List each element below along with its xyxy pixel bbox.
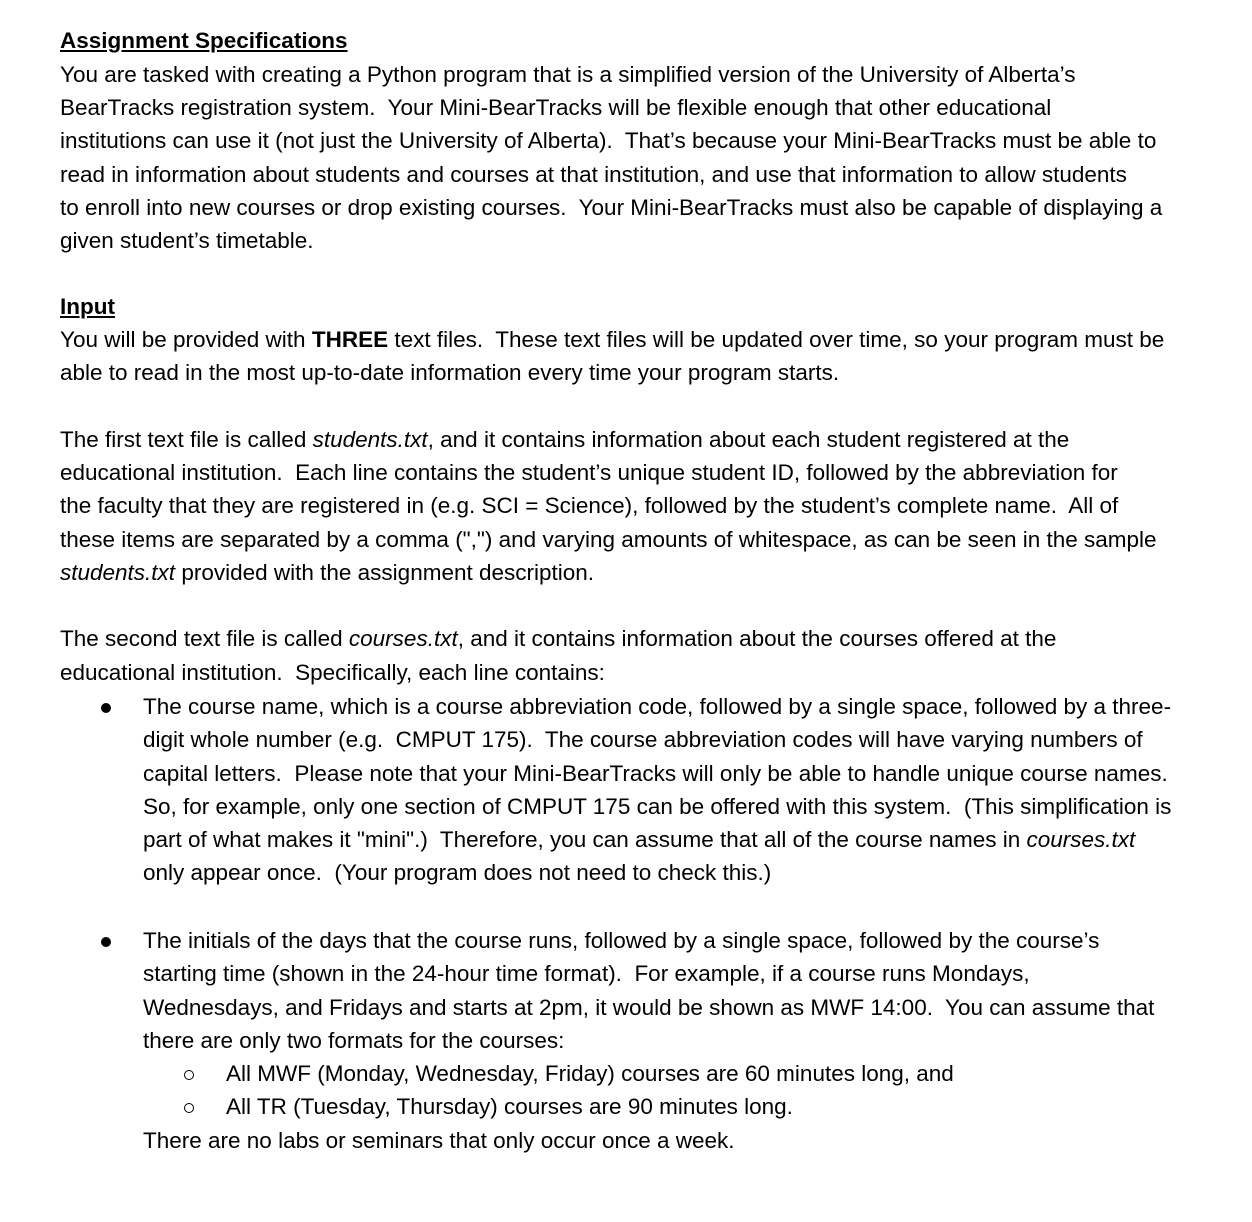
- input-p3-line-2: educational institution. Specifically, each line contains:: [60, 660, 605, 685]
- bullet2-line-3: Wednesdays, and Fridays and starts at 2pm, it would be shown as MWF 14:00. You can assume that: [143, 995, 1155, 1020]
- input-p3-line-1: The second text file is called courses.txt, and it contains information about the courses offered at the: [60, 626, 1057, 651]
- input-p2-line-5: students.txt provided with the assignment description.: [60, 560, 595, 585]
- spec-line-5: to enroll into new courses or drop existing courses. Your Mini-BearTracks must also be capable of displaying a: [60, 195, 1163, 220]
- spec-line-4: read in information about students and courses at that institution, and use that information to allow students: [60, 162, 1127, 187]
- bullet2-line-4: there are only two formats for the courses:: [143, 1028, 565, 1053]
- bullet1-line-5: part of what makes it "mini".) Therefore, you can assume that all of the course names in courses.txt: [143, 827, 1136, 852]
- sub-bullet-1: All MWF (Monday, Wednesday, Friday) courses are 60 minutes long, and: [226, 1061, 954, 1086]
- input-p1-line-2: able to read in the most up-to-date information every time your program starts.: [60, 360, 840, 385]
- bullet1-line-4: So, for example, only one section of CMPUT 175 can be offered with this system. (This simplification is: [143, 794, 1172, 819]
- input-p2-line-1: The first text file is called students.txt, and it contains information about each student registered at the: [60, 427, 1070, 452]
- bullet1-line-3: capital letters. Please note that your Mini-BearTracks will only be able to handle unique course names.: [143, 761, 1168, 786]
- spec-line-3: institutions can use it (not just the University of Alberta). That’s because your Mini-BearTracks must be able to: [60, 128, 1157, 153]
- bullet2-line-2: starting time (shown in the 24-hour time format). For example, if a course runs Mondays,: [143, 961, 1030, 986]
- bullet2-closing: There are no labs or seminars that only occur once a week.: [143, 1128, 735, 1153]
- bullet1-line-1: The course name, which is a course abbreviation code, followed by a single space, followed by a three-: [143, 694, 1172, 719]
- input-p1-line-1: You will be provided with THREE text files. These text files will be updated over time, so your program must be: [60, 327, 1165, 352]
- input-p2-line-4: these items are separated by a comma (",") and varying amounts of whitespace, as can be seen in the sample: [60, 527, 1157, 552]
- bullet-icon: [101, 703, 111, 713]
- bullet1-line-2: digit whole number (e.g. CMPUT 175). The course abbreviation codes will have varying numbers of: [143, 727, 1143, 752]
- hollow-bullet-icon: [184, 1103, 194, 1113]
- spec-line-1: You are tasked with creating a Python program that is a simplified version of the University of Alberta’s: [60, 62, 1076, 87]
- bullet2-line-1: The initials of the days that the course runs, followed by a single space, followed by the course’s: [143, 928, 1100, 953]
- spec-heading: Assignment Specifications: [60, 28, 348, 53]
- sub-bullet-2: All TR (Tuesday, Thursday) courses are 90 minutes long.: [226, 1094, 793, 1119]
- hollow-bullet-icon: [184, 1070, 194, 1080]
- spec-line-2: BearTracks registration system. Your Mini-BearTracks will be flexible enough that other educational: [60, 95, 1052, 120]
- bullet1-line-6: only appear once. (Your program does not need to check this.): [143, 860, 772, 885]
- spec-line-6: given student’s timetable.: [60, 228, 314, 253]
- bullet-icon: [101, 937, 111, 947]
- input-heading: Input: [60, 294, 115, 319]
- input-p2-line-3: the faculty that they are registered in (e.g. SCI = Science), followed by the student’s complete name. All of: [60, 493, 1119, 518]
- input-p2-line-2: educational institution. Each line contains the student’s unique student ID, followed by the abbreviation for: [60, 460, 1118, 485]
